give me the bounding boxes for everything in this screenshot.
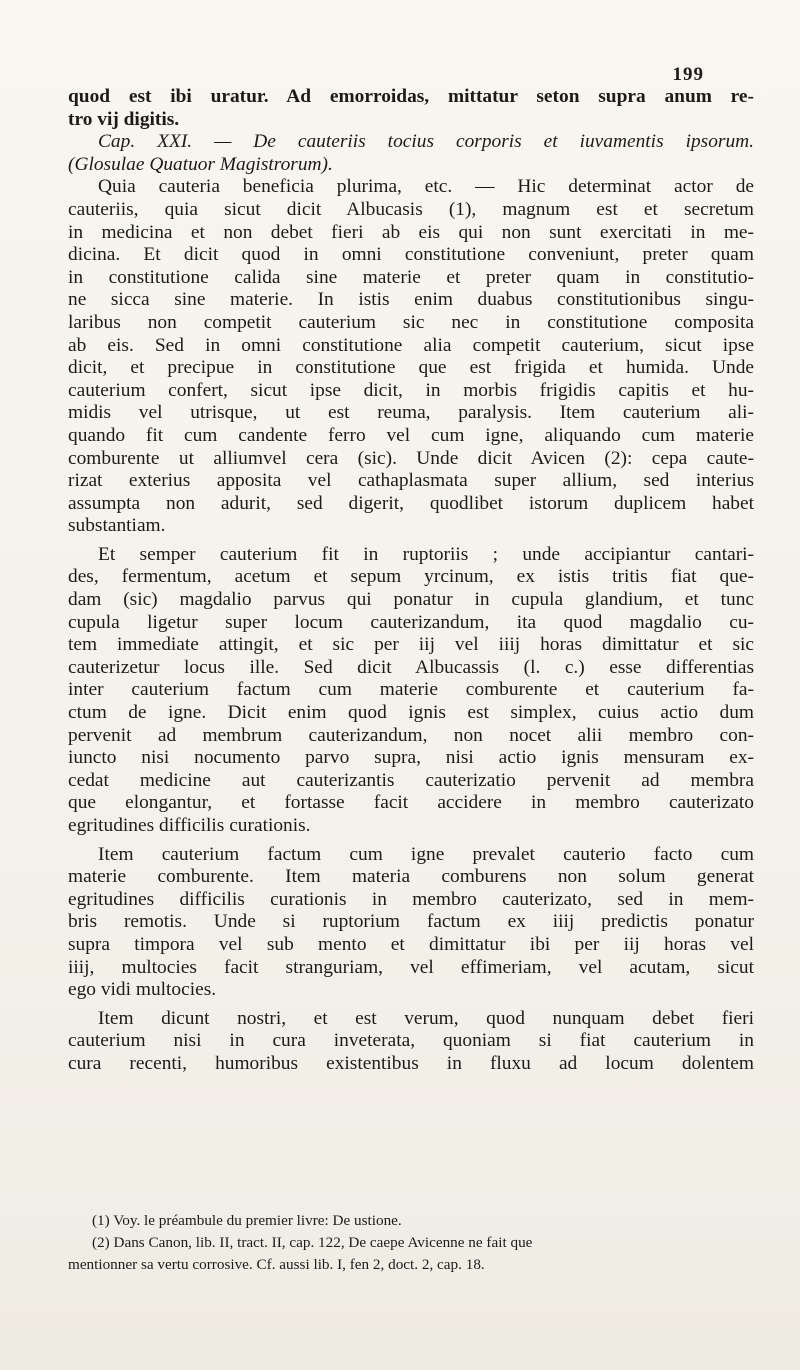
text-line: cauterizetur locus ille. Sed dicit Albucassis (l. c.) esse differentias bbox=[68, 656, 754, 678]
text-line: bris remotis. Unde si ruptorium factum ex iiij predictis ponatur bbox=[68, 911, 754, 933]
text-line: ab eis. Sed in omni constitutione alia competit cauterium, sicut ipse bbox=[68, 334, 754, 356]
body-text bbox=[68, 86, 754, 1076]
text-line: Item cauterium factum cum igne prevalet cauterio facto cum bbox=[98, 843, 754, 865]
text-line: que elongantur, et fortasse facit accidere in membro cauterizato bbox=[68, 792, 754, 814]
text-line: inter cauterium factum cum materie comburente et cauterium fa- bbox=[68, 679, 754, 701]
text-line: ctum de igne. Dicit enim quod ignis est simplex, cuius actio dum bbox=[68, 702, 754, 724]
text-line: egritudines difficilis curationis in membro cauterizato, sed in mem- bbox=[68, 888, 754, 910]
text-line: quando fit cum candente ferro vel cum igne, aliquando cum materie bbox=[68, 424, 754, 446]
text-line: midis vel utrisque, ut est reuma, paralysis. Item cauterium ali- bbox=[68, 402, 754, 424]
text-line: Quia cauteria beneficia plurima, etc. — Hic determinat actor de bbox=[98, 176, 754, 198]
text-line: in constitutione calida sine materie et preter quam in constitutio- bbox=[68, 266, 754, 288]
text-line: in medicina et non debet fieri ab eis qui non sunt exercitati in me- bbox=[68, 221, 754, 243]
text-line: assumpta non adurit, sed digerit, quodlibet istorum duplicem habet bbox=[68, 492, 754, 514]
footnote-line: (1) Voy. le préambule du premier livre: De ustione. bbox=[92, 1212, 402, 1229]
page-number: 199 bbox=[672, 64, 704, 85]
text-line: supra timpora vel sub mento et dimittatur ibi per iij horas vel bbox=[68, 933, 754, 955]
text-line: tem immediate attingit, et sic per iij vel iiij horas dimittatur et sic bbox=[68, 634, 754, 656]
text-line: cura recenti, humoribus existentibus in fluxu ad locum dolentem bbox=[68, 1052, 754, 1074]
text-line: rizat exterius apposita vel cathaplasmata super allium, sed interius bbox=[68, 470, 754, 492]
text-line: tro vij digitis. bbox=[68, 108, 180, 130]
text-line: cupula ligetur super locum cauterizandum, ita quod magdalio cu- bbox=[68, 611, 754, 633]
text-line: dicit, et precipue in constitutione que est frigida et humida. Unde bbox=[68, 357, 754, 379]
text-line: cauteriis, quia sicut dicit Albucasis (1), magnum est et secretum bbox=[68, 198, 754, 220]
text-line: (Glosulae Quatuor Magistrorum). bbox=[68, 153, 333, 175]
text-line: laribus non competit cauterium sic nec in constitutione composita bbox=[68, 311, 754, 333]
text-line: iiij, multocies facit stranguriam, vel effimeriam, vel acutam, sicut bbox=[68, 956, 754, 978]
text-line: pervenit ad membrum cauterizandum, non nocet alii membro con- bbox=[68, 724, 754, 746]
text-line: Et semper cauterium fit in ruptoriis ; unde accipiantur cantari- bbox=[98, 543, 754, 565]
text-line: materie comburente. Item materia comburens non solum generat bbox=[68, 866, 754, 888]
text-line: dicina. Et dicit quod in omni constitutione conveniunt, preter quam bbox=[68, 244, 754, 266]
text-line: ego vidi multocies. bbox=[68, 979, 217, 1001]
text-line: Item dicunt nostri, et est verum, quod nunquam debet fieri bbox=[98, 1007, 754, 1029]
footnotes bbox=[68, 1210, 754, 1276]
text-line: ne sicca sine materie. In istis enim duabus constitutionibus singu- bbox=[68, 289, 754, 311]
text-line: des, fermentum, acetum et sepum yrcinum, ex istis tritis fiat que- bbox=[68, 566, 754, 588]
text-line: dam (sic) magdalio parvus qui ponatur in cupula glandium, et tunc bbox=[68, 589, 754, 611]
text-line: egritudines difficilis curationis. bbox=[68, 815, 311, 836]
text-line: quod est ibi uratur. Ad emorroidas, mittatur seton supra anum re- bbox=[68, 86, 754, 107]
footnote-line: (2) Dans Canon, lib. II, tract. II, cap. 122, De caepe Avicenne ne fait que bbox=[92, 1234, 533, 1251]
footnote-line: mentionner sa vertu corrosive. Cf. aussi lib. I, fen 2, doct. 2, cap. 18. bbox=[68, 1256, 485, 1273]
text-line: iuncto nisi nocumento parvo supra, nisi actio ignis mensuram ex- bbox=[68, 747, 754, 769]
text-line: cedat medicine aut cauterizantis cauterizatio pervenit ad membra bbox=[68, 769, 754, 791]
text-line: Cap. XXI. — De cauteriis tocius corporis et iuvamentis ipsorum. bbox=[98, 131, 754, 153]
text-line: cauterium confert, sicut ipse dicit, in morbis frigidis capitis et hu- bbox=[68, 379, 754, 401]
text-line: cauterium nisi in cura inveterata, quoniam si fiat cauterium in bbox=[68, 1030, 754, 1052]
text-line: comburente ut alliumvel cera (sic). Unde dicit Avicen (2): cepa caute- bbox=[68, 447, 754, 469]
text-line: substantiam. bbox=[68, 515, 166, 537]
